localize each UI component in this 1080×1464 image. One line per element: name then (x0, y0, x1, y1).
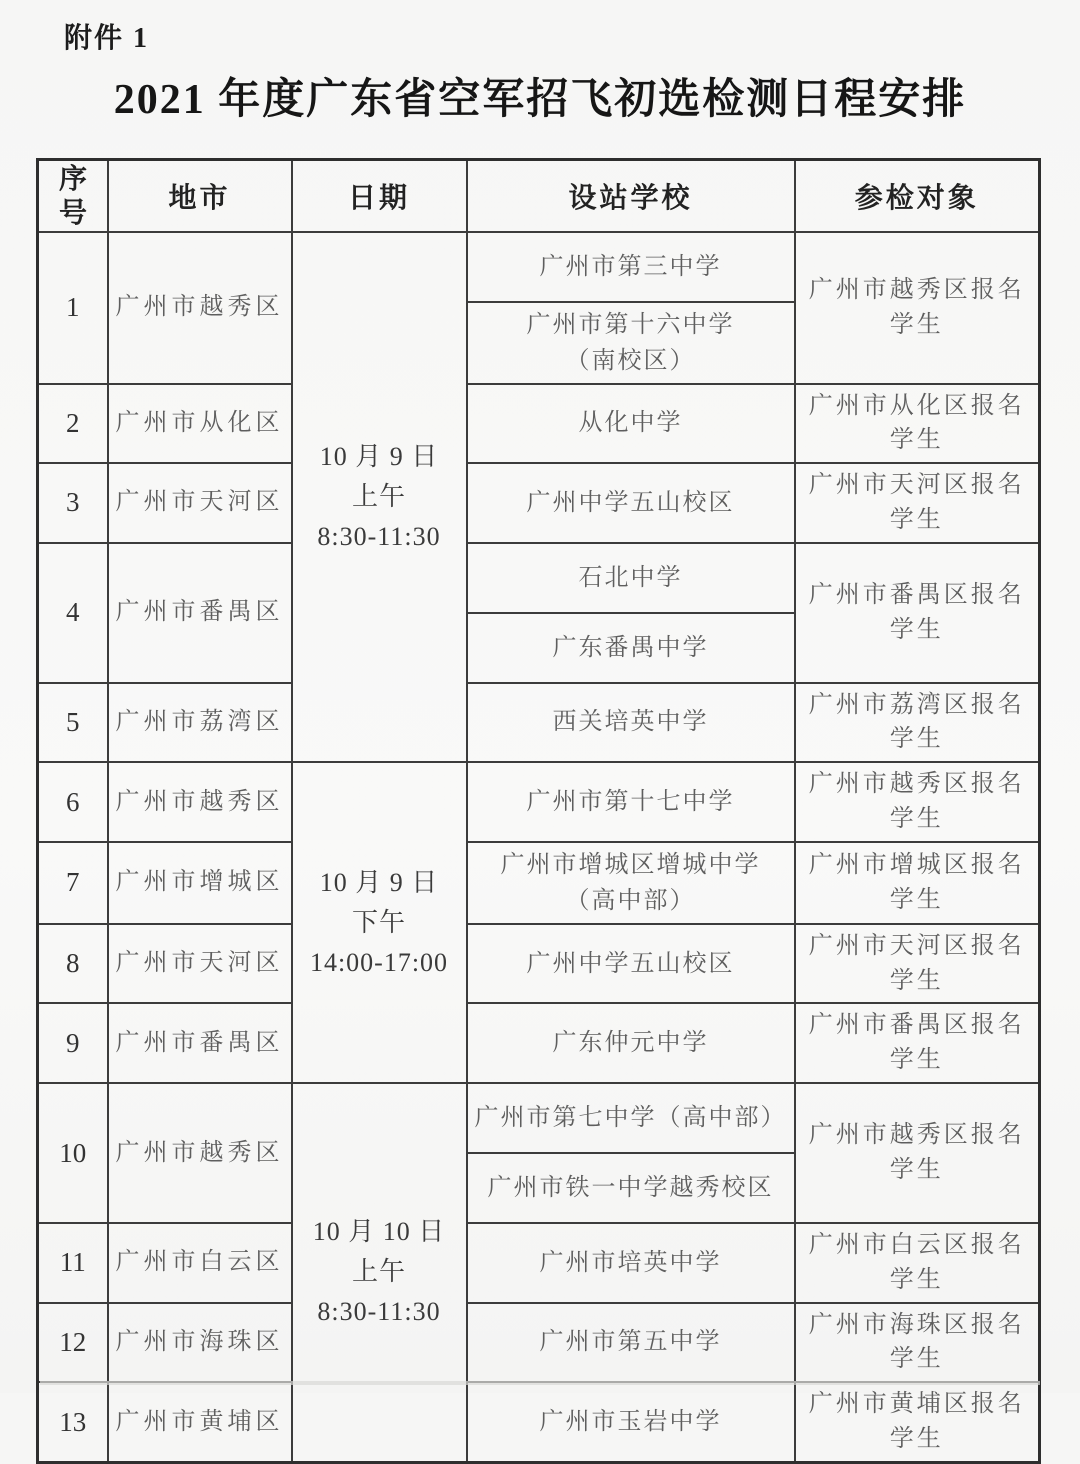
school-name: 广州市铁一中学越秀校区 (487, 1175, 774, 1202)
row-number-cell: 5 (38, 683, 108, 763)
target-cell: 广州市越秀区报名学生 (795, 1083, 1040, 1223)
date-cell (292, 1083, 467, 1462)
target-cell: 广州市番禺区报名学生 (795, 1003, 1040, 1083)
district-cell: 广州市荔湾区 (108, 683, 292, 763)
district-cell: 广州市越秀区 (108, 762, 292, 842)
district-cell: 广州市增城区 (108, 842, 292, 924)
school-name: 广州中学五山校区 (526, 950, 735, 977)
school-cell (467, 762, 795, 842)
school-name: 广州市玉岩中学 (539, 1409, 722, 1436)
table-row (38, 384, 1040, 464)
row-number-cell: 9 (38, 1003, 108, 1083)
target-cell: 广州市番禺区报名学生 (795, 543, 1040, 683)
target-cell: 广州市海珠区报名学生 (795, 1303, 1040, 1383)
date-line: 10 月 9 日 (319, 441, 439, 471)
date-line: 8:30-11:30 (317, 1297, 441, 1327)
date-cell (292, 762, 467, 1083)
school-name: 广州市增城区增城中学 (500, 851, 761, 878)
target-cell: 广州市增城区报名学生 (795, 842, 1040, 924)
school-cell (467, 1003, 795, 1083)
header-school: 设站学校 (467, 160, 795, 232)
header-district: 地市 (108, 160, 292, 232)
date-line: 上午 (351, 481, 406, 511)
district-cell: 广州市天河区 (108, 463, 292, 543)
row-number-cell: 2 (38, 384, 108, 464)
header-row (38, 160, 1040, 232)
schedule-table-header (38, 160, 1040, 232)
school-name: 广州市第十六中学 (526, 311, 735, 338)
table-row (38, 1083, 1040, 1153)
row-number-cell: 1 (38, 232, 108, 384)
row-number-cell: 8 (38, 924, 108, 1004)
table-row (38, 1382, 1040, 1462)
schedule-table (36, 158, 1041, 1464)
school-cell (467, 683, 795, 763)
row-number-cell: 4 (38, 543, 108, 683)
school-cell (467, 384, 795, 464)
school-name: 广州市培英中学 (539, 1249, 722, 1276)
district-cell: 广州市白云区 (108, 1223, 292, 1303)
row-number-cell: 7 (38, 842, 108, 924)
school-name: 西关培英中学 (552, 709, 709, 736)
attachment-label: 附件 1 (64, 23, 150, 54)
district-cell: 广州市越秀区 (108, 232, 292, 384)
table-row (38, 762, 1040, 842)
school-name: 广州市第五中学 (539, 1329, 722, 1356)
table-row (38, 463, 1040, 543)
date-line: 下午 (351, 907, 406, 937)
district-cell: 广州市番禺区 (108, 543, 292, 683)
school-name: 广东番禺中学 (552, 634, 709, 661)
schedule-table-body (38, 232, 1040, 1463)
school-cell (467, 463, 795, 543)
target-cell: 广州市从化区报名学生 (795, 384, 1040, 464)
table-row (38, 232, 1040, 302)
row-number-cell: 11 (38, 1223, 108, 1303)
school-cell (467, 924, 795, 1004)
page-title: 2021 年度广东省空军招飞初选检测日程安排 (113, 77, 967, 123)
school-name: 广东仲元中学 (552, 1030, 709, 1057)
date-line: 10 月 10 日 (312, 1217, 446, 1247)
date-line: 14:00-17:00 (309, 947, 449, 977)
target-cell: 广州市越秀区报名学生 (795, 762, 1040, 842)
school-cell (467, 1303, 795, 1383)
district-cell: 广州市从化区 (108, 384, 292, 464)
target-cell: 广州市天河区报名学生 (795, 463, 1040, 543)
district-cell: 广州市天河区 (108, 924, 292, 1004)
date-line: 10 月 9 日 (319, 867, 439, 897)
school-cell (467, 842, 795, 924)
district-cell: 广州市黄埔区 (108, 1382, 292, 1462)
row-number-cell: 3 (38, 463, 108, 543)
school-cell (467, 1223, 795, 1303)
school-cell (467, 1153, 795, 1223)
table-row (38, 842, 1040, 924)
row-number-cell: 12 (38, 1303, 108, 1383)
school-name: 广州市第三中学 (539, 253, 722, 280)
table-row (38, 924, 1040, 1004)
header-no-label: 序号 (58, 163, 87, 228)
table-row (38, 543, 1040, 613)
school-cell (467, 1382, 795, 1462)
district-cell: 广州市越秀区 (108, 1083, 292, 1223)
school-cell (467, 302, 795, 384)
school-name: 从化中学 (578, 410, 683, 437)
scan-shadow (40, 1381, 1040, 1385)
table-row (38, 1003, 1040, 1083)
school-name: 广州市第七中学（高中部） (474, 1105, 787, 1132)
row-number-cell: 6 (38, 762, 108, 842)
date-cell (292, 232, 467, 763)
school-name: 广州市第十七中学 (526, 789, 735, 816)
school-cell (467, 1083, 795, 1153)
header-no (38, 160, 108, 232)
target-cell: 广州市越秀区报名学生 (795, 232, 1040, 384)
target-cell: 广州市黄埔区报名学生 (795, 1382, 1040, 1462)
header-date: 日期 (292, 160, 467, 232)
school-name: （南校区） (565, 347, 696, 374)
school-cell (467, 543, 795, 613)
district-cell: 广州市番禺区 (108, 1003, 292, 1083)
header-target: 参检对象 (795, 160, 1040, 232)
school-name: （高中部） (565, 887, 696, 914)
table-row (38, 1303, 1040, 1383)
school-name: 广州中学五山校区 (526, 489, 735, 516)
school-name: 石北中学 (578, 564, 683, 591)
document-page (0, 16, 1080, 1453)
row-number-cell: 13 (38, 1382, 108, 1462)
row-number-cell: 10 (38, 1083, 108, 1223)
table-row (38, 683, 1040, 763)
target-cell: 广州市荔湾区报名学生 (795, 683, 1040, 763)
target-cell: 广州市白云区报名学生 (795, 1223, 1040, 1303)
school-cell (467, 613, 795, 683)
target-cell: 广州市天河区报名学生 (795, 924, 1040, 1004)
table-row (38, 1223, 1040, 1303)
district-cell: 广州市海珠区 (108, 1303, 292, 1383)
date-line: 上午 (351, 1257, 406, 1287)
school-cell (467, 232, 795, 302)
date-line: 8:30-11:30 (317, 521, 441, 551)
